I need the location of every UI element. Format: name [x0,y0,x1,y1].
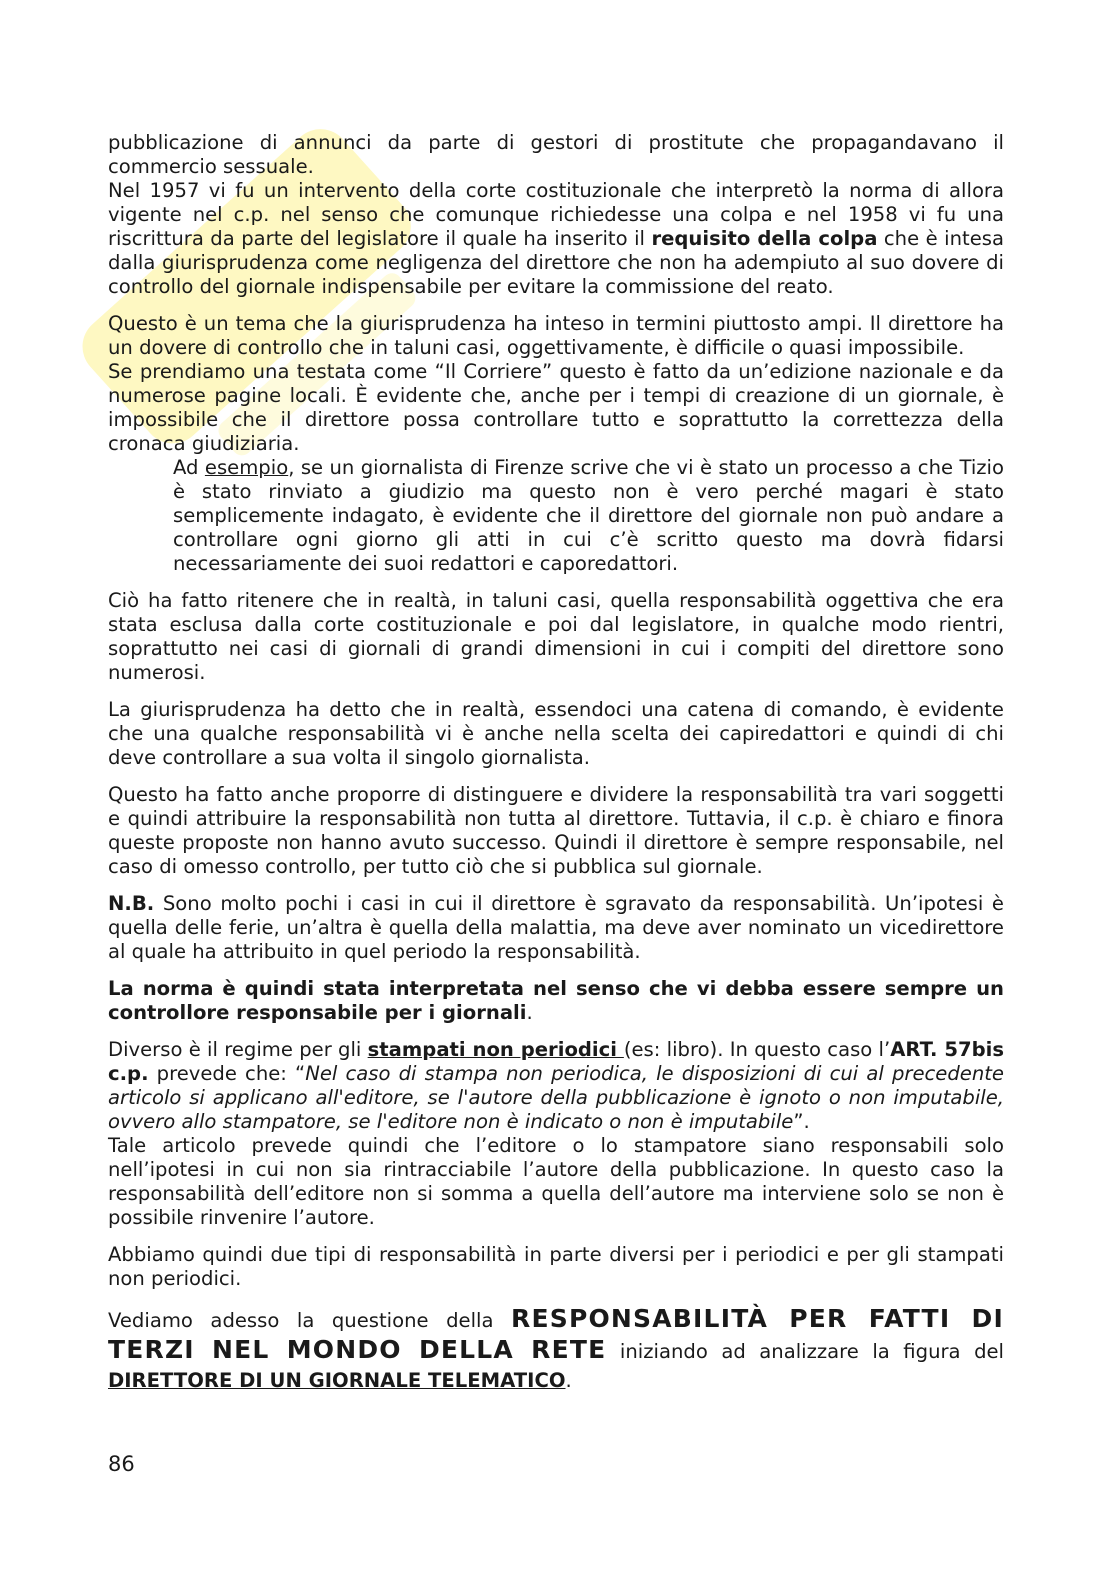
page-number: 86 [108,1452,135,1476]
text-run: Vediamo adesso la questione della [108,1309,512,1332]
bold-term: requisito della colpa [651,227,878,250]
quoted-law-text: Nel caso di stampa non periodica, le disposizioni di cui al precedente articolo si applicano all'editore, se l'autore della pubblicazione è ignoto o non imputabile, ovvero allo stampatore, se l'editore non è indicato o non è imputabile [108,1062,1004,1133]
article-reference: ART. 57bis c.p. [108,1038,1004,1085]
text-run: ”. [793,1110,810,1133]
paragraph: Tale articolo prevede quindi che l’editore o lo stampatore siano responsabili solo nell’ipotesi in cui non sia rintracciabile l’autore della pubblicazione. In questo caso la responsabilità dell’editore non si somma a quella dell’autore ma interviene solo se non è possibile rinvenire l’autore. [108,1134,1004,1229]
text-run: Nel 1957 vi fu un intervento della corte costituzionale che interpretò la norma di allora vigente nel c.p. nel senso che comunque richiedesse una colpa e nel 1958 vi fu una riscrittura da parte del legislatore il quale ha inserito il [108,179,1004,250]
text-run: , se un giornalista di Firenze scrive che vi è stato un processo a che Tizio è stato rinviato a giudizio ma questo non è vero perché magari è stato semplicemente indagato, è evidente che il direttore del giornale non può andare a controllare ogni giorno gli atti in cui c’è scritto questo ma dovrà fidarsi necessariamente dei suoi redattori e caporedattori. [173,456,1004,575]
text-run: Sono molto pochi i casi in cui il direttore è sgravato da responsabilità. Un’ipotesi è quella delle ferie, un’altra è quella della malattia, ma deve aver nominato un vicedirettore al quale ha attribuito in quel periodo la responsabilità. [108,892,1004,963]
document-body [108,131,1004,1395]
paragraph: pubblicazione di annunci da parte di gestori di prostitute che propagandavano il commercio sessuale. [108,131,1004,178]
bold-underlined-term: DIRETTORE DI UN GIORNALE TELEMATICO [108,1369,566,1392]
nb-label: N.B. [108,892,155,915]
underlined-term: esempio [204,456,289,479]
text-run: prevede che: “ [148,1062,306,1085]
paragraph: Abbiamo quindi due tipi di responsabilità in parte diversi per i periodici e per gli stampati non periodici. [108,1243,1004,1290]
paragraph [108,1304,1004,1395]
text-run: Ad [173,456,205,479]
paragraph [108,1038,1004,1134]
nb-paragraph [108,892,1004,964]
paragraph: Se prendiamo una testata come “Il Corriere” questo è fatto da un’edizione nazionale e da numerose pagine locali. È evidente che, anche per i tempi di creazione di un giornale, è impossibile che il direttore possa controllare tutto e soprattutto la correttezza della cronaca giudiziaria. [108,360,1004,455]
text-run: che è intesa dalla giurisprudenza come negligenza del direttore che non ha adempiuto al suo dovere di controllo del giornale indispensabile per evitare la commissione del reato. [108,227,1004,298]
section-heading: RESPONSABILITÀ PER FATTI DI TERZI NEL MONDO DELLA RETE [108,1304,1004,1364]
text-run: Diverso è il regime per gli [108,1038,368,1061]
text-run: . [526,1001,533,1024]
paragraph: Questo ha fatto anche proporre di distinguere e dividere la responsabilità tra vari soggetti e quindi attribuire la responsabilità non tutta al direttore. Tuttavia, il c.p. è chiaro e finora queste proposte non hanno avuto successo. Quindi il direttore è sempre responsabile, nel caso di omesso controllo, per tutto ciò che si pubblica sul giornale. [108,783,1004,878]
bold-underlined-term: stampati non periodici [367,1038,624,1061]
paragraph: Questo è un tema che la giurisprudenza ha inteso in termini piuttosto ampi. Il direttore ha un dovere di controllo che in taluni casi, oggettivamente, è difficile o quasi impossibile. [108,312,1004,359]
paragraph: La giurisprudenza ha detto che in realtà, essendoci una catena di comando, è evidente che una qualche responsabilità vi è anche nella scelta dei capiredattori e quindi di chi deve controllare a sua volta il singolo giornalista. [108,698,1004,769]
text-run: (es: libro). In questo caso l’ [623,1038,891,1061]
bold-statement: La norma è quindi stata interpretata nel senso che vi debba essere sempre un controllore responsabile per i giornali [108,977,1004,1024]
paragraph [108,977,1004,1025]
example-paragraph [108,456,1004,576]
text-run: iniziando ad analizzare la figura del [606,1340,1005,1363]
paragraph [108,179,1004,299]
text-run: . [565,1369,572,1392]
paragraph: Ciò ha fatto ritenere che in realtà, in taluni casi, quella responsabilità oggettiva che era stata esclusa dalla corte costituzionale e poi dal legislatore, in qualche modo rientri, soprattutto nei casi di giornali di grandi dimensioni in cui i compiti del direttore sono numerosi. [108,589,1004,684]
